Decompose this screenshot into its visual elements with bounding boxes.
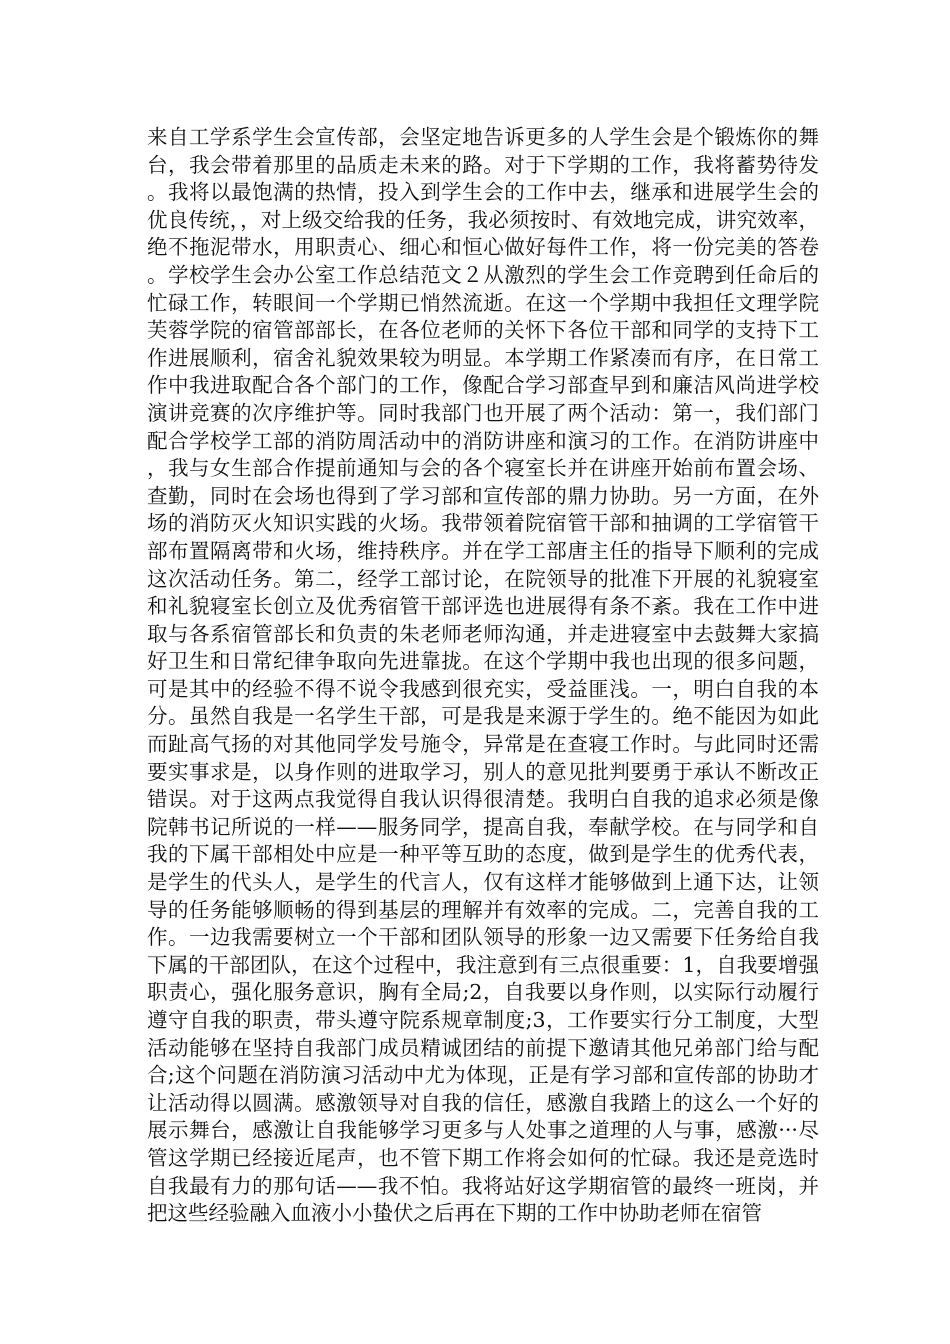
body-paragraph: 来自工学系学生会宣传部，会坚定地告诉更多的人学生会是个锻炼你的舞台，我会带着那里的品质走未来的路。对于下学期的工作，我将蓄势待发。我将以最饱满的热情，投入到学生会的工作中去，继承和进展学生会的优良传统，，对上级交给我的任务，我必须按时、有效地完成，讲究效率，绝不拖泥带水，用职责心、细心和恒心做好每件工作，将一份完美的答卷。学校学生会办公室工作总结范文２从激烈的学生会工作竞聘到任命后的忙碌工作，转眼间一个学期已悄然流逝。在这一个学期中我担任文理学院芙蓉学院的宿管部部长，在各位老师的关怀下各位干部和同学的支持下工作进展顺利，宿舍礼貌效果较为明显。本学期工作紧凑而有序，在日常工作中我进取配合各个部门的工作，像配合学习部查早到和廉洁风尚进学校演讲竞赛的次序维护等。同时我部门也开展了两个活动：第一，我们部门配合学校学工部的消防周活动中的消防讲座和演习的工作。在消防讲座中，我与女生部合作提前通知与会的各个寝室长并在讲座开始前布置会场、查勤，同时在会场也得到了学习部和宣传部的鼎力协助。另一方面，在外场的消防灭火知识实践的火场。我带领着院宿管干部和抽调的工学宿管干部布置隔离带和火场，维持秩序。并在学工部唐主任的指导下顺利的完成这次活动任务。第二，经学工部讨论，在院领导的批准下开展的礼貌寝室和礼貌寝室长创立及优秀宿管干部评选也进展得有条不紊。我在工作中进取与各系宿管部长和负责的朱老师老师沟通，并走进寝室中去鼓舞大家搞好卫生和日常纪律争取向先进靠拢。在这个学期中我也出现的很多问题，可是其中的经验不得不说令我感到很充实，受益匪浅。一，明白自我的本分。虽然自我是一名学生干部，可是我是来源于学生的。绝不能因为如此而趾高气扬的对其他同学发号施令，异常是在查寝工作时。与此同时还需要实事求是，以身作则的进取学习，别人的意见批判要勇于承认不断改正错误。对于这两点我觉得自我认识得很清楚。我明白自我的追求必须是像院韩书记所说的一样——服务同学，提高自我，奉献学校。在与同学和自我的下属干部相处中应是一种平等互助的态度，做到是学生的优秀代表，是学生的代头人，是学生的代言人，仅有这样才能够做到上通下达，让领导的任务能够顺畅的得到基层的理解并有效率的完成。二，完善自我的工作。一边我需要树立一个干部和团队领导的形象一边又需要下任务给自我下属的干部团队，在这个过程中，我注意到有三点很重要：1，自我要增强职责心，强化服务意识，胸有全局;2，自我要以身作则，以实际行动履行遵守自我的职责，带头遵守院系规章制度;3，工作要实行分工制度，大型活动能够在坚持自我部门成员精诚团结的前提下邀请其他兄弟部门给与配合;这个问题在消防演习活动中尤为体现，正是有学习部和宣传部的协助才让活动得以圆满。感激领导对自我的信任，感激自我踏上的这么一个好的展示舞台，感激让自我能够学习更多与人处事之道理的人与事，感激···尽管这学期已经接近尾声，也不管下期工作将会如何的忙碌。我还是竞选时自我最有力的那句话——我不怕。我将站好这学期宿管的最终一班岗，并把这些经验融入血液小小蛰伏之后再在下期的工作中协助老师在宿管 <box>147 125 819 1226</box>
